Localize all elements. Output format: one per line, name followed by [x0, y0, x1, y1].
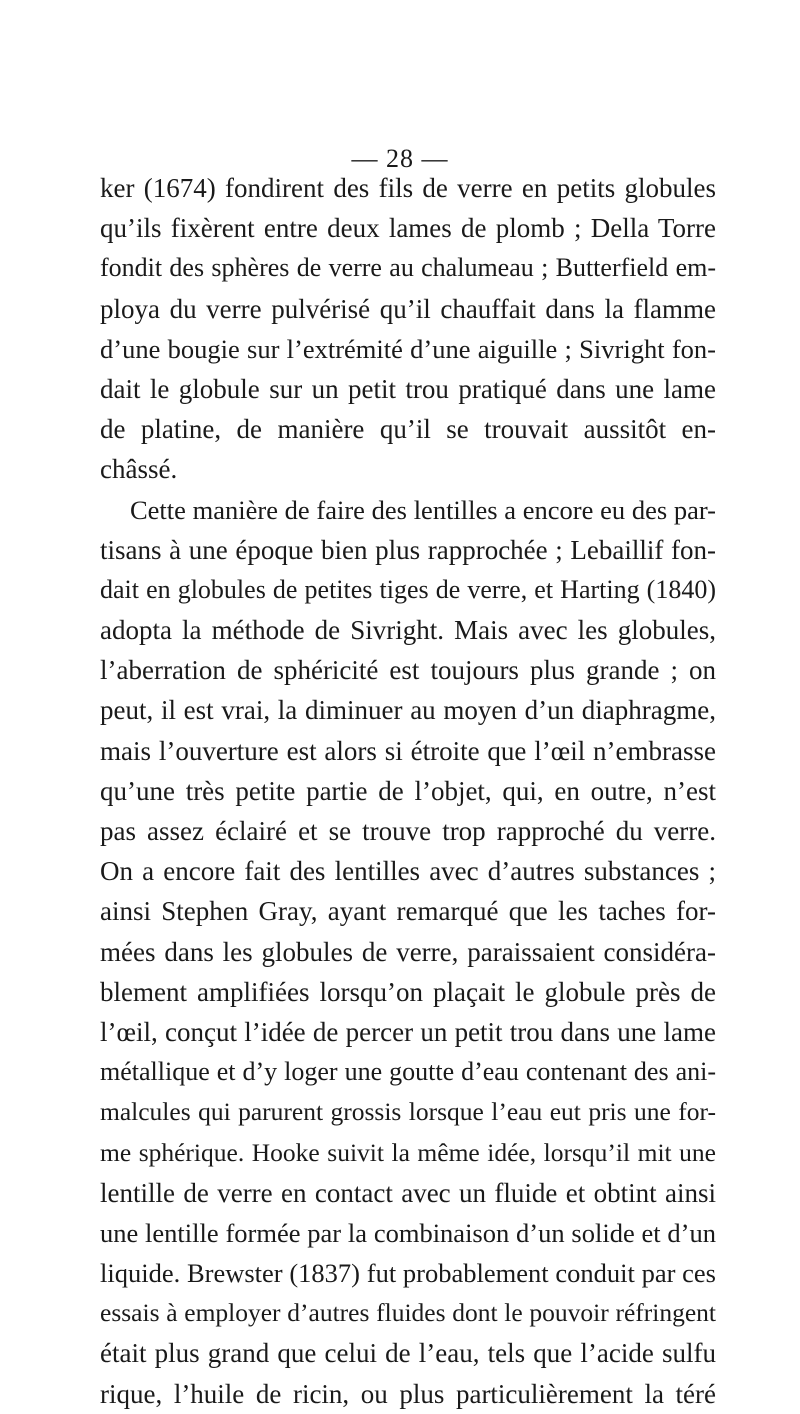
paragraph-first-line: Cette manière de faire des lentilles a encore eu des par- [130, 494, 716, 525]
text-line: me sphérique. Hooke suivit la même idée, lorsqu’il mit une [100, 1137, 716, 1167]
text-line: mées dans les globules de verre, paraissaient considéra- [100, 936, 716, 967]
text-line: On a encore fait des lentilles avec d’autres substances ; [100, 856, 716, 887]
text-line: essais à employer d’autres fluides dont le pouvoir réfringent [100, 1298, 716, 1328]
text-line: qu’une très petite partie de l’objet, qui, en outre, n’est [100, 775, 716, 806]
text-line: châssé. [100, 454, 178, 485]
text-line: dait le globule sur un petit trou pratiqué dans une lame [100, 373, 716, 404]
text-line: de platine, de manière qu’il se trouvait aussitôt en- [100, 414, 716, 445]
text-line: ainsi Stephen Gray, ayant remarqué que les taches for- [100, 896, 716, 927]
text-line: peut, il est vrai, la diminuer au moyen d’un diaphragme, [100, 695, 716, 726]
text-line: malcules qui parurent grossis lorsque l’eau eut pris une for- [100, 1097, 716, 1127]
text-line: liquide. Brewster (1837) fut probablement conduit par ces [100, 1258, 716, 1289]
page-number: — 28 — [351, 144, 449, 173]
text-line: rique, l’huile de ricin, ou plus particulièrement la téré [100, 1378, 716, 1409]
text-line: l’œil, conçut l’idée de percer un petit trou dans une lame [100, 1016, 716, 1047]
text-line: dait en globules de petites tiges de verre, et Harting (1840) [100, 574, 716, 604]
text-line: mais l’ouverture est alors si étroite que l’œil n’embrasse [100, 735, 716, 766]
text-line: fondit des sphères de verre au chalumeau ; Butterfield em- [100, 253, 716, 283]
text-line: d’une bougie sur l’extrémité d’une aiguille ; Sivright fon- [100, 333, 716, 364]
text-line: métallique et d’y loger une goutte d’eau contenant des ani- [100, 1057, 716, 1087]
body-text [100, 168, 716, 1414]
text-line: l’aberration de sphéricité est toujours plus grande ; on [100, 655, 716, 686]
text-line: tisans à une époque bien plus rapprochée ; Lebaillif fon- [100, 534, 716, 565]
text-line: qu’ils fixèrent entre deux lames de plomb ; Della Torre [100, 213, 716, 244]
text-line: adopta la méthode de Sivright. Mais avec les globules, [100, 615, 716, 646]
text-line: ploya du verre pulvérisé qu’il chauffait dans la flamme [100, 293, 716, 324]
text-line: ker (1674) fondirent des fils de verre en petits globules [100, 173, 716, 203]
text-line: lentille de verre en contact avec un fluide et obtint ainsi [100, 1177, 716, 1208]
text-line: pas assez éclairé et se trouve trop rapproché du verre. [100, 816, 716, 846]
text-line: était plus grand que celui de l’eau, tels que l’acide sulfu [100, 1338, 716, 1369]
text-line: blement amplifiées lorsqu’on plaçait le globule près de [100, 976, 716, 1007]
text-line: une lentille formée par la combinaison d’un solide et d’un [100, 1217, 716, 1248]
